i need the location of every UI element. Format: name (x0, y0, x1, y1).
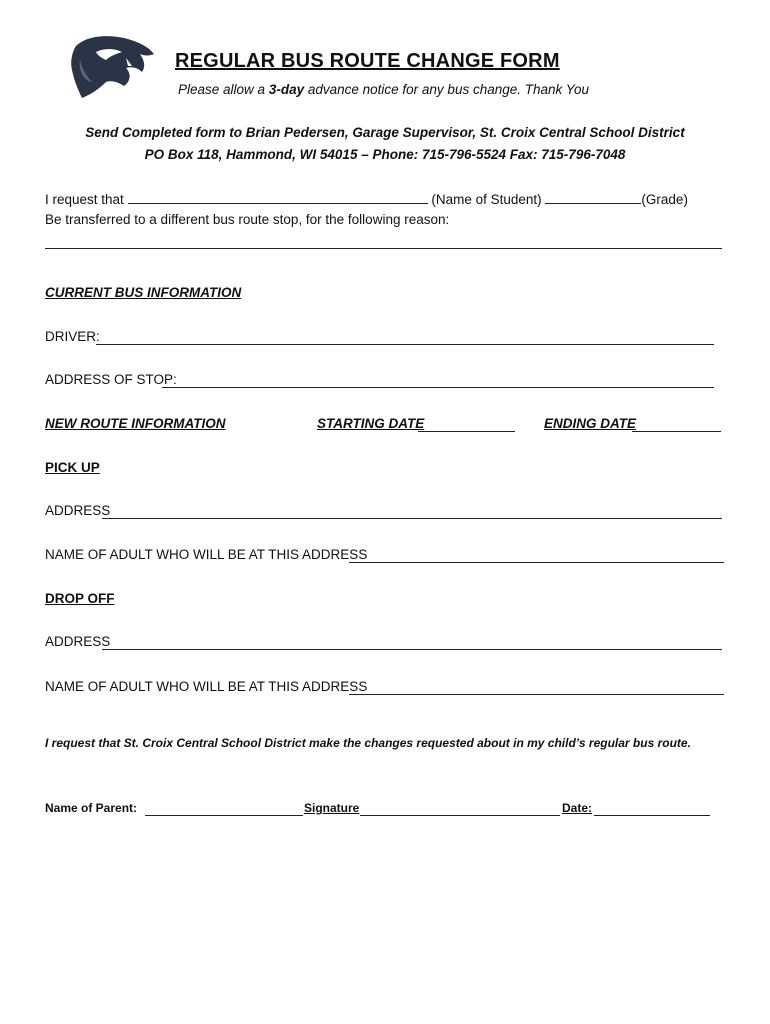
dropoff-address-field[interactable] (102, 649, 722, 650)
driver-label: DRIVER: (45, 329, 100, 344)
send-to-line2: PO Box 118, Hammond, WI 54015 – Phone: 715-796-5524 Fax: 715-796-7048 (144, 147, 626, 162)
pickup-address-field[interactable] (102, 518, 722, 519)
address-of-stop-label: ADDRESS OF STOP: (45, 372, 177, 387)
starting-date-field[interactable] (418, 431, 515, 432)
pickup-address-label: ADDRESS (45, 503, 111, 518)
new-route-heading: NEW ROUTE INFORMATION (45, 416, 226, 431)
notice-bold: 3-day (268, 82, 305, 97)
form-title: REGULAR BUS ROUTE CHANGE FORM (175, 50, 560, 72)
signature-label: Signature (304, 801, 360, 815)
request-line (45, 190, 688, 207)
pickup-adult-field[interactable] (349, 562, 724, 563)
pickup-heading: PICK UP (45, 460, 100, 475)
i-request-label: I request that (45, 192, 124, 207)
ending-date-label: ENDING DATE (544, 416, 637, 431)
signature-field[interactable] (360, 815, 560, 816)
notice-post: advance notice for any bus change. Thank You (304, 82, 590, 97)
send-to-line1: Send Completed form to Brian Pedersen, Garage Supervisor, St. Croix Central School District (85, 125, 685, 140)
grade-field[interactable] (545, 190, 641, 204)
dropoff-address-label: ADDRESS (45, 634, 111, 649)
dropoff-adult-field[interactable] (349, 694, 724, 695)
student-name-field[interactable] (128, 190, 428, 204)
ending-date-field[interactable] (632, 431, 721, 432)
date-field[interactable] (594, 815, 710, 816)
current-bus-heading: CURRENT BUS INFORMATION (45, 285, 242, 300)
grade-label: (Grade) (641, 192, 688, 207)
pickup-adult-label: NAME OF ADULT WHO WILL BE AT THIS ADDRESS (45, 547, 368, 562)
transfer-reason-label: Be transferred to a different bus route stop, for the following reason: (45, 212, 450, 227)
notice-pre: Please allow a (178, 82, 269, 97)
address-of-stop-field[interactable] (162, 387, 714, 388)
driver-field[interactable] (96, 344, 714, 345)
closing-statement: I request that St. Croix Central School District make the changes requested about in my child’s regular bus route. (45, 736, 691, 750)
starting-date-label: STARTING DATE (317, 416, 425, 431)
date-label: Date: (562, 801, 593, 815)
reason-field[interactable] (45, 248, 722, 249)
dropoff-adult-label: NAME OF ADULT WHO WILL BE AT THIS ADDRESS (45, 679, 368, 694)
parent-name-field[interactable] (145, 815, 303, 816)
advance-notice (178, 82, 589, 97)
name-of-parent-label: Name of Parent: (45, 801, 138, 815)
name-of-student-label: (Name of Student) (431, 192, 542, 207)
dropoff-heading: DROP OFF (45, 591, 115, 606)
